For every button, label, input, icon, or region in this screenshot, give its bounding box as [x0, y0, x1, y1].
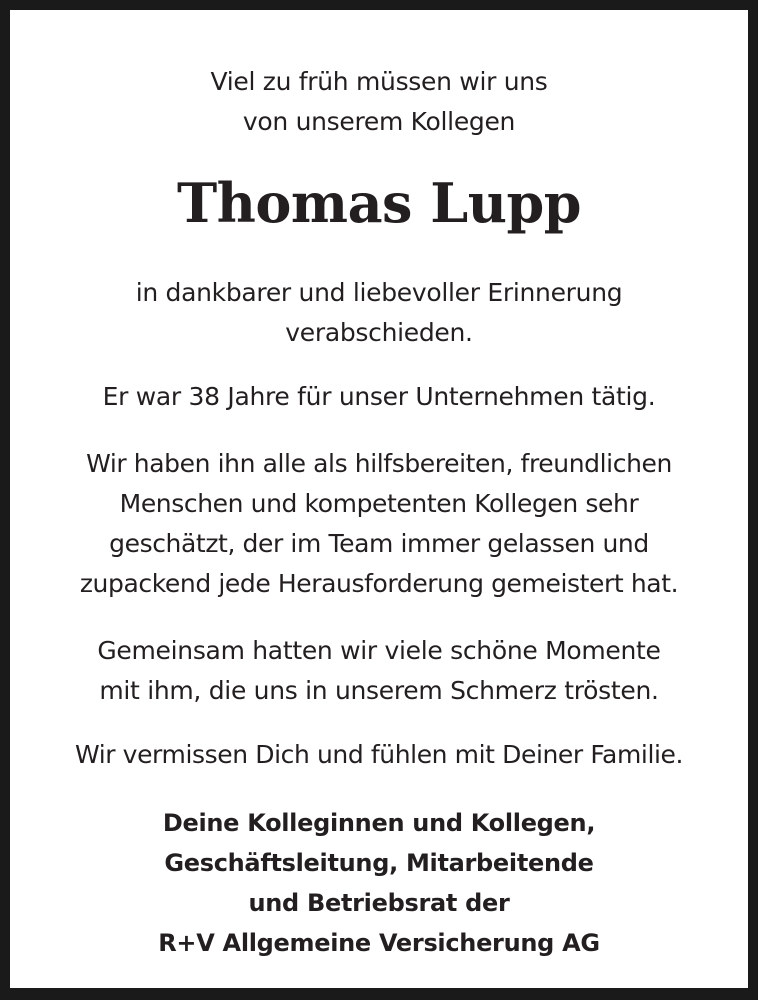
praise-paragraph [10, 444, 748, 604]
signature-line: und Betriebsrat der [248, 889, 510, 917]
remembrance-line: verabschieden. [285, 318, 473, 347]
condolence-text [10, 735, 748, 775]
moments-paragraph [10, 631, 748, 711]
intro-line: Viel zu früh müssen wir uns [210, 67, 548, 96]
deceased-name: Thomas Lupp [176, 171, 582, 235]
moments-line: Gemeinsam hatten wir viele schöne Momente [97, 636, 661, 665]
praise-line: zupackend jede Herausforderung gemeistert hat. [79, 569, 679, 598]
praise-line: Menschen und kompetenten Kollegen sehr [119, 489, 639, 518]
service-years-text [10, 377, 748, 417]
moments-line: mit ihm, die uns in unserem Schmerz trösten. [99, 676, 659, 705]
company-name: R+V Allgemeine Versicherung AG [158, 929, 600, 957]
signature-line: Geschäftsleitung, Mitarbeitende [164, 849, 594, 877]
praise-line: geschätzt, der im Team immer gelassen und [109, 529, 649, 558]
praise-line: Wir haben ihn alle als hilfsbereiten, freundlichen [86, 449, 672, 478]
condolence-line: Wir vermissen Dich und fühlen mit Deiner Familie. [74, 740, 684, 769]
remembrance-line: in dankbarer und liebevoller Erinnerung [135, 278, 623, 307]
service-line: Er war 38 Jahre für unser Unternehmen tätig. [102, 382, 656, 411]
intro-text [10, 62, 748, 142]
signature-block [10, 803, 748, 963]
intro-line: von unserem Kollegen [242, 107, 516, 136]
signature-line: Deine Kolleginnen und Kollegen, [162, 809, 596, 837]
remembrance-text [10, 273, 748, 353]
